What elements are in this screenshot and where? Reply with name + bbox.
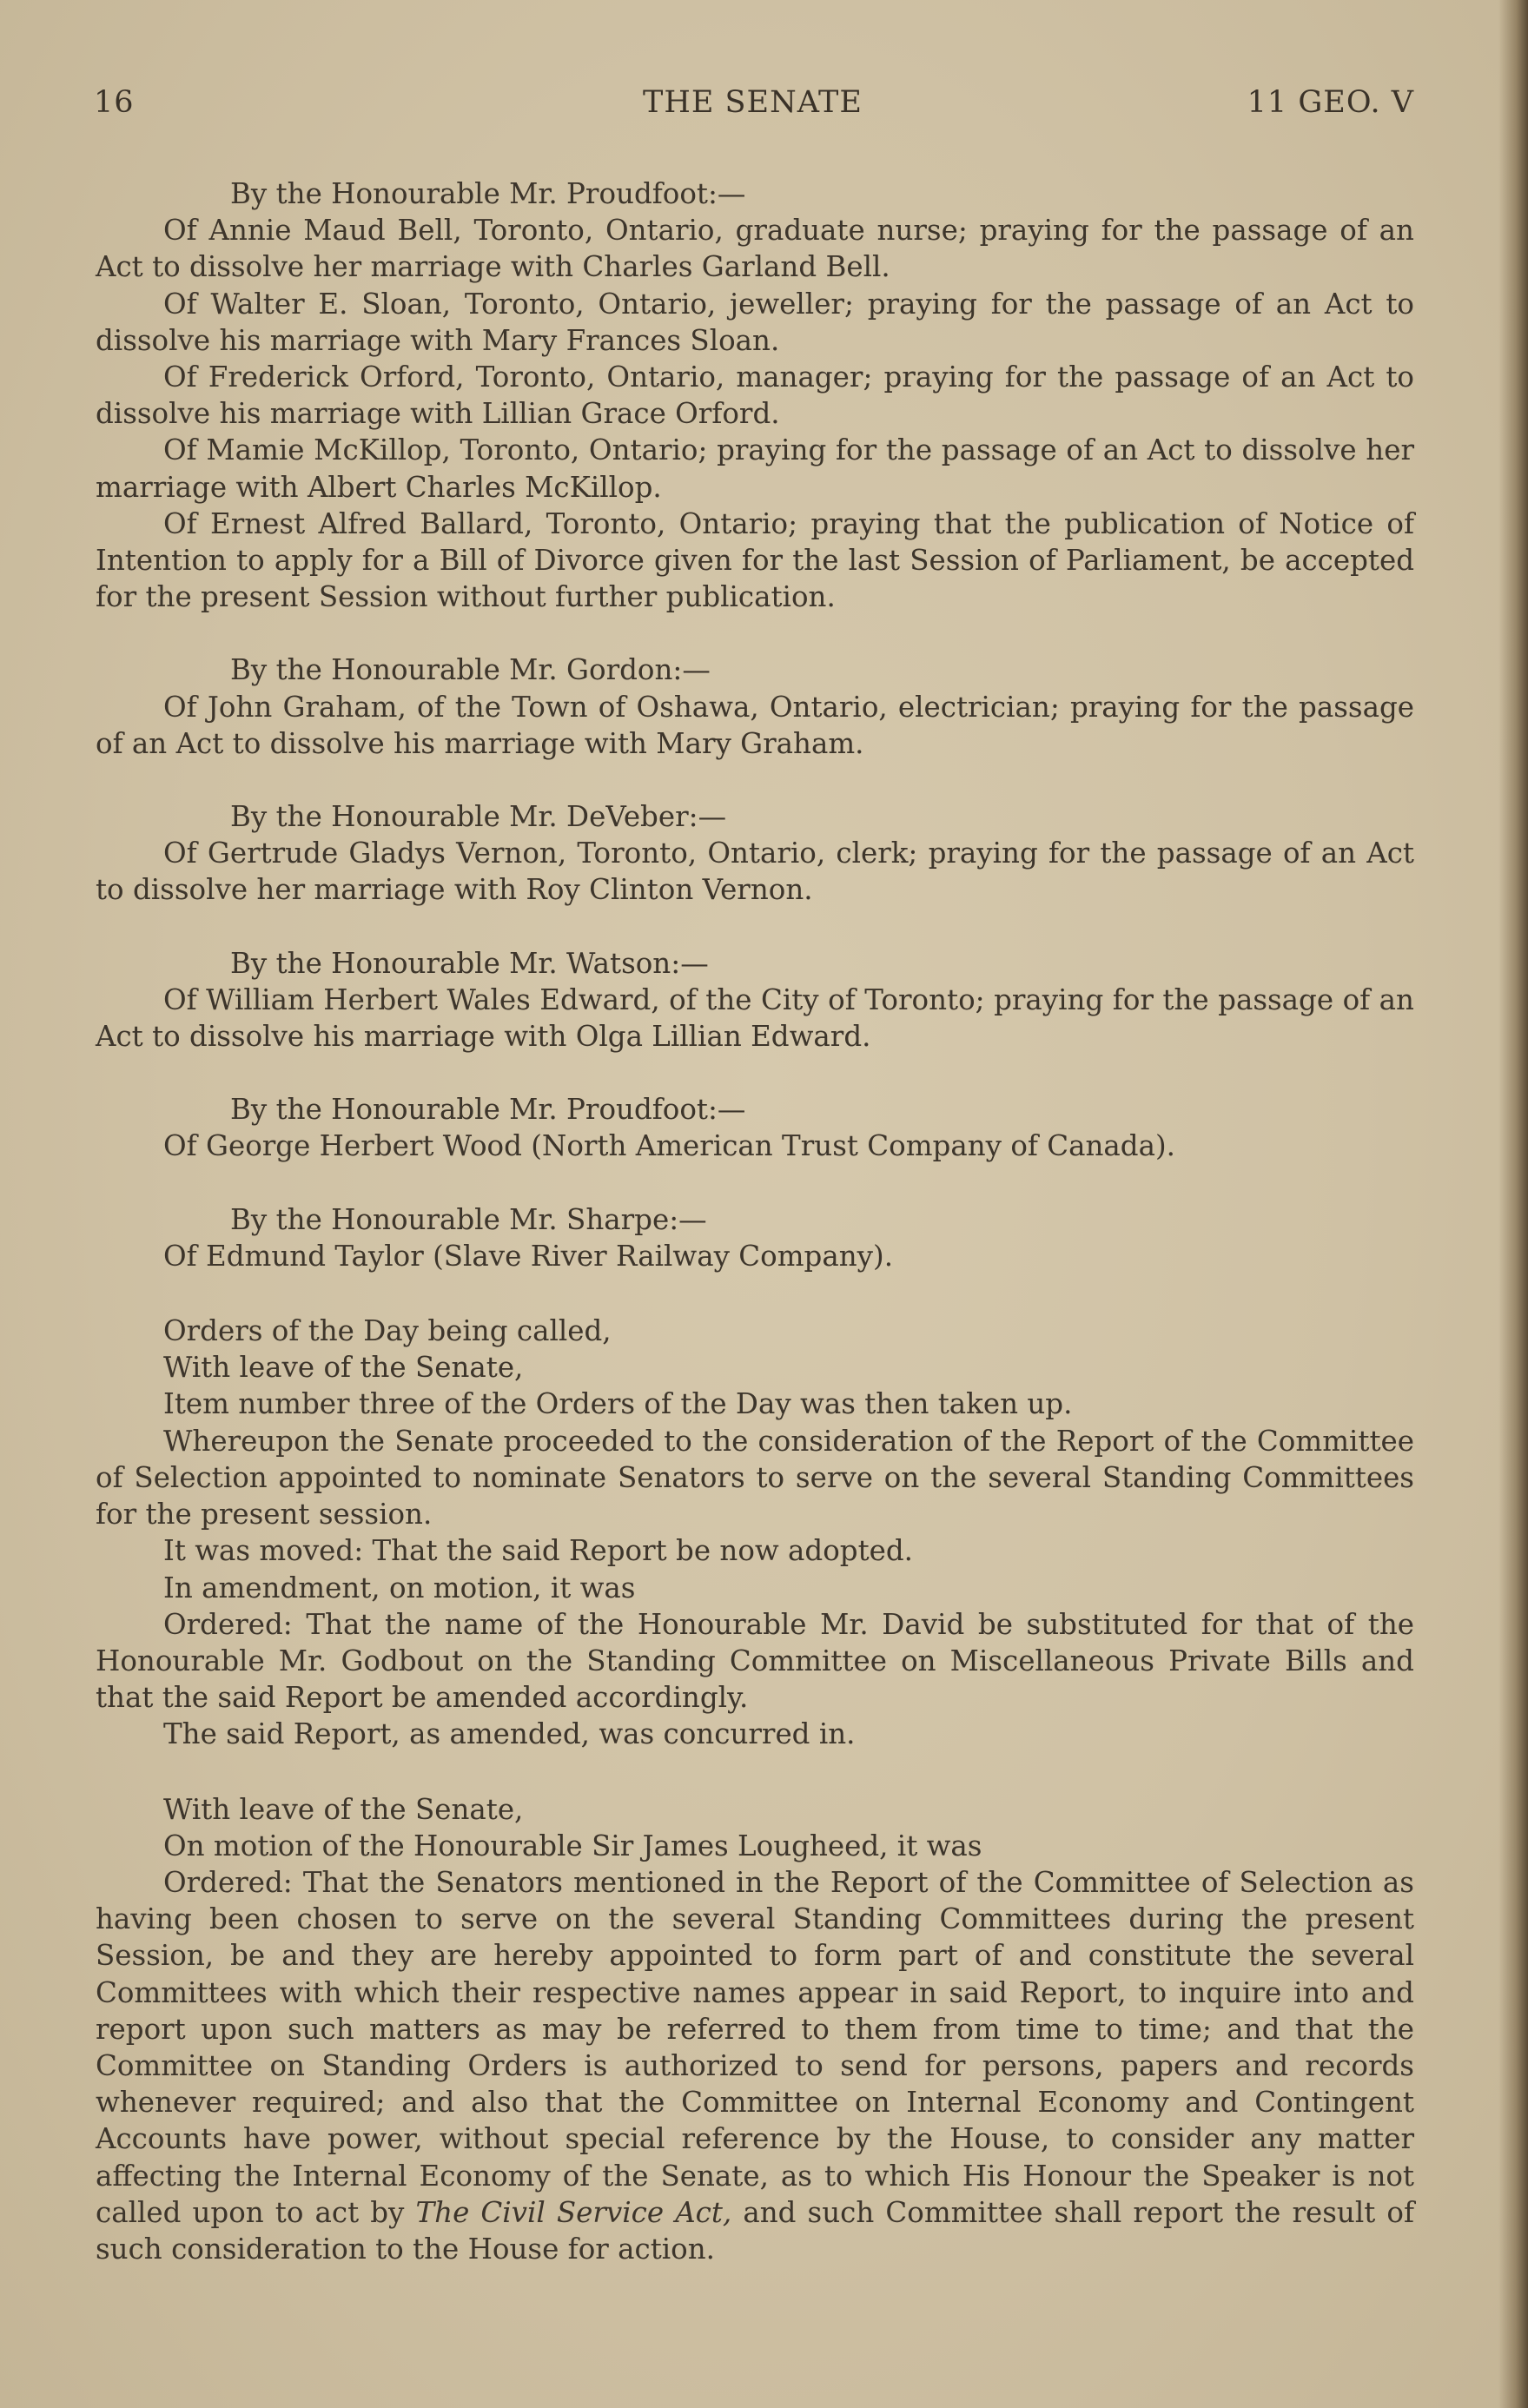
orders-line: Orders of the Day being called, xyxy=(163,1314,612,1348)
petition-item: Of Frederick Orford, Toronto, Ontario, manager; praying for the passage of an Act to dissolve his marriage with Lillian Grace Orford. xyxy=(96,361,1414,431)
spacer xyxy=(96,1165,1414,1201)
page-body xyxy=(96,175,1414,2267)
petition-item: Of Annie Maud Bell, Toronto, Ontario, graduate nurse; praying for the passage of an Act to dissolve her marriage with Charles Garland Bell. xyxy=(96,214,1414,284)
page-edge-shadow xyxy=(1498,0,1528,2408)
motion-ordered-tail: and such Committee shall report the result of such consideration to the House for action. xyxy=(96,2195,1414,2266)
spacer xyxy=(96,1274,1414,1313)
orders-line: It was moved: That the said Report be now adopted. xyxy=(163,1534,914,1568)
motion-ordered-text: Ordered: That the Senators mentioned in the Report of the Committee of Selection as having been chosen to serve on the several Standing Committees during the present Session, be and they are hereby appointed to form part of and constitute the several Committees with which their respective names appear in said Report, to inquire into and report upon such matters as may be referred to them from time to time; and that the Committee on Standing Orders is authorized to send for persons, papers and records whenever required; and also that the Committee on Internal Economy and Contingent Accounts have power, without special reference by the House, to consider any matter affecting the Internal Economy of the Senate, as to which His Honour the Speaker is not called upon to act by xyxy=(96,1865,1414,2229)
spacer xyxy=(96,615,1414,652)
orders-line: Whereupon the Senate proceeded to the consideration of the Report of the Committee of Selection appointed to nominate Senators to serve on the several Standing Committees for the present session. xyxy=(96,1424,1414,1531)
petition-intro: By the Honourable Mr. Gordon:— xyxy=(230,653,711,687)
orders-line: In amendment, on motion, it was xyxy=(163,1571,636,1604)
spacer xyxy=(96,909,1414,945)
spacer xyxy=(96,1055,1414,1091)
petition-item: Of Mamie McKillop, Toronto, Ontario; praying for the passage of an Act to dissolve her marriage with Albert Charles McKillop. xyxy=(96,433,1414,504)
orders-line: Item number three of the Orders of the Day was then taken up. xyxy=(163,1387,1073,1421)
orders-line: With leave of the Senate, xyxy=(163,1351,524,1385)
petition-intro: By the Honourable Mr. Watson:— xyxy=(230,946,709,980)
orders-line: Ordered: That the name of the Honourable Mr. David be substituted for that of the Honourable Mr. Godbout on the Standing Committee on Miscellaneous Private Bills and that the said Report be amended accordingly. xyxy=(96,1607,1414,1715)
page-number: 16 xyxy=(94,85,135,120)
session-label: 11 GEO. V xyxy=(1247,85,1414,120)
petition-item: Of John Graham, of the Town of Oshawa, Ontario, electrician; praying for the passage of an Act to dissolve his marriage with Mary Graham. xyxy=(96,690,1414,760)
petition-item: Of Ernest Alfred Ballard, Toronto, Ontario; praying that the publication of Notice of Intention to apply for a Bill of Divorce given for the last Session of Parliament, be accepted for the present Session without further publication. xyxy=(96,506,1414,614)
page-title: THE SENATE xyxy=(643,85,863,120)
spacer xyxy=(96,762,1414,798)
act-title: The Civil Service Act, xyxy=(415,2195,732,2229)
petition-intro: By the Honourable Mr. DeVeber:— xyxy=(230,800,727,834)
petition-item: Of Gertrude Gladys Vernon, Toronto, Ontario, clerk; praying for the passage of an Act to dissolve her marriage with Roy Clinton Vernon. xyxy=(96,837,1414,907)
petition-item: Of Edmund Taylor (Slave River Railway Company). xyxy=(163,1239,894,1273)
petition-intro: By the Honourable Mr. Sharpe:— xyxy=(230,1202,707,1236)
petition-item: Of William Herbert Wales Edward, of the City of Toronto; praying for the passage of an Act to dissolve his marriage with Olga Lillian Edward. xyxy=(96,982,1414,1054)
motion-leave: With leave of the Senate, xyxy=(163,1792,524,1826)
running-header xyxy=(94,85,1414,129)
petition-intro: By the Honourable Mr. Proudfoot:— xyxy=(230,177,746,210)
spacer xyxy=(96,1753,1414,1791)
orders-line: The said Report, as amended, was concurred in. xyxy=(163,1717,856,1751)
motion-mover: On motion of the Honourable Sir James Lougheed, it was xyxy=(163,1829,982,1862)
motion-ordered xyxy=(96,1864,1414,2267)
petition-intro: By the Honourable Mr. Proudfoot:— xyxy=(230,1093,746,1127)
petition-item: Of George Herbert Wood (North American Trust Company of Canada). xyxy=(163,1129,1175,1163)
petition-item: Of Walter E. Sloan, Toronto, Ontario, jeweller; praying for the passage of an Act to dissolve his marriage with Mary Frances Sloan. xyxy=(96,287,1414,357)
